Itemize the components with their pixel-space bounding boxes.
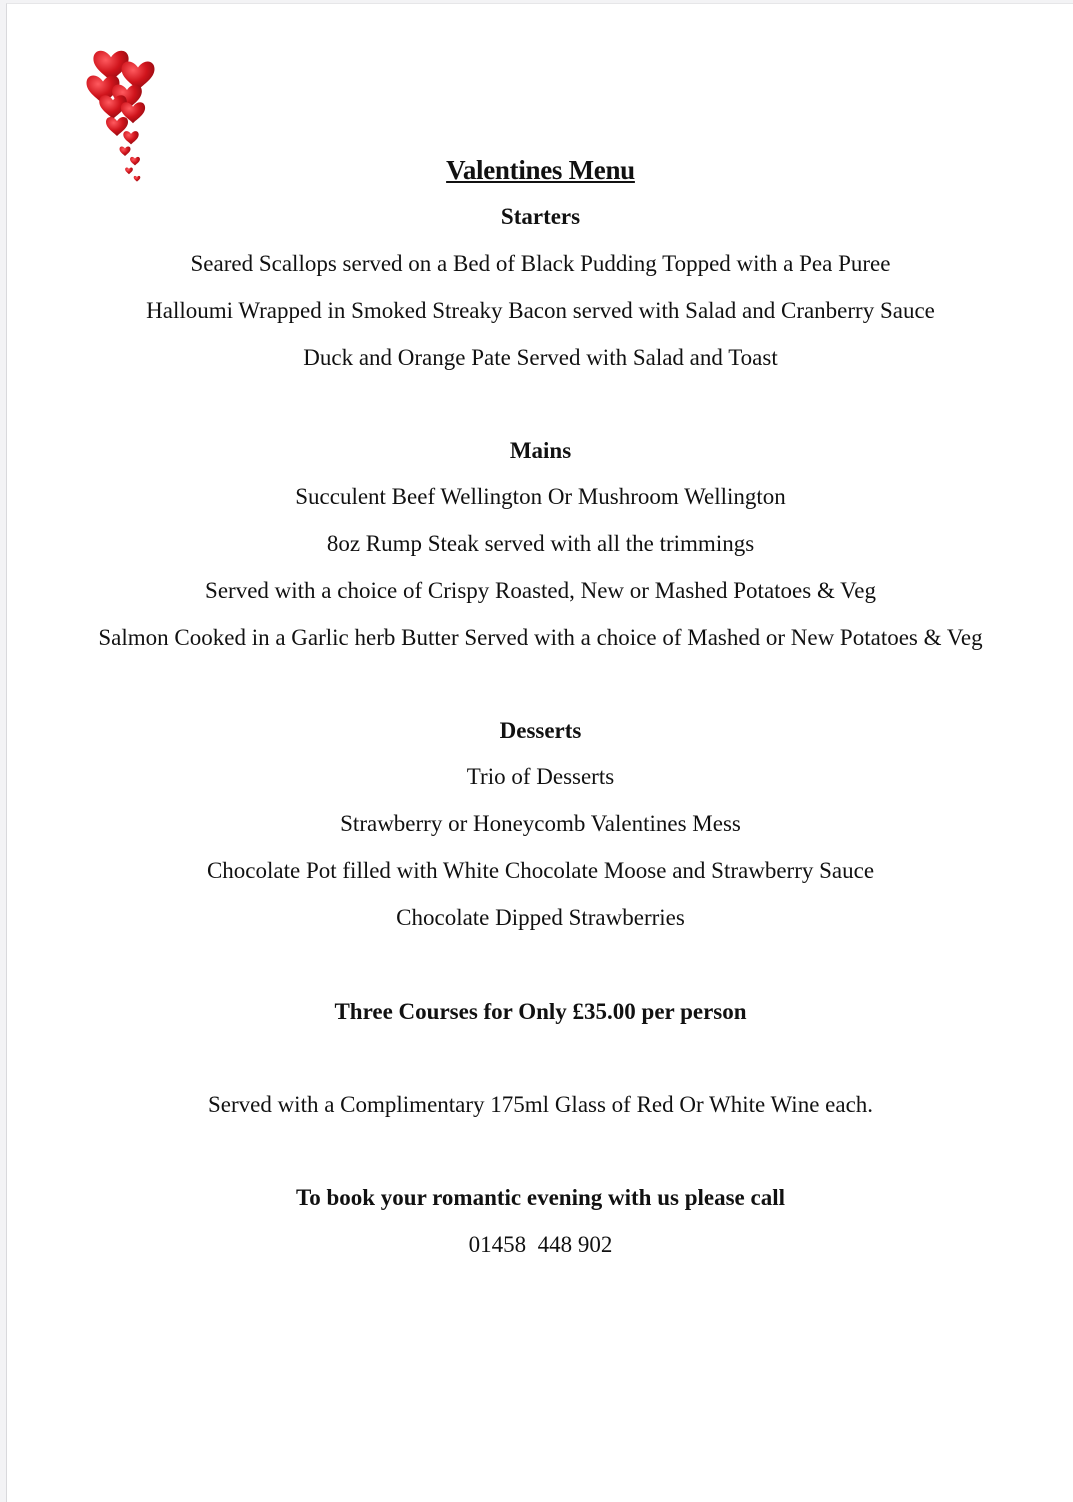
booking-text: To book your romantic evening with us please call [295, 1185, 786, 1210]
mains-heading: Mains [509, 438, 572, 463]
dessert-item: Trio of Desserts [466, 764, 615, 789]
starter-item: Duck and Orange Pate Served with Salad and Toast [303, 345, 778, 370]
dessert-item: Chocolate Dipped Strawberries [396, 905, 685, 930]
menu-title: Valentines Menu [446, 155, 635, 185]
booking-phone: 01458 448 902 [468, 1232, 613, 1257]
main-item: Salmon Cooked in a Garlic herb Butter Served with a choice of Mashed or New Potatoes & Veg [98, 625, 983, 650]
menu-page [6, 3, 1073, 1502]
main-item: 8oz Rump Steak served with all the trimmings [326, 531, 755, 556]
starter-item: Seared Scallops served on a Bed of Black Pudding Topped with a Pea Puree [190, 251, 891, 276]
price-offer: Three Courses for Only £35.00 per person [334, 999, 747, 1024]
starters-heading: Starters [500, 204, 581, 229]
wine-offer: Served with a Complimentary 175ml Glass of Red Or White Wine each. [207, 1092, 874, 1117]
starter-item: Halloumi Wrapped in Smoked Streaky Bacon served with Salad and Cranberry Sauce [146, 298, 935, 323]
main-item: Served with a choice of Crispy Roasted, New or Mashed Potatoes & Veg [205, 578, 876, 603]
dessert-item: Strawberry or Honeycomb Valentines Mess [340, 811, 741, 836]
main-item: Succulent Beef Wellington Or Mushroom Wellington [295, 484, 786, 509]
desserts-heading: Desserts [499, 718, 582, 743]
menu-content [7, 150, 1073, 1261]
dessert-item: Chocolate Pot filled with White Chocolate Moose and Strawberry Sauce [206, 858, 875, 883]
